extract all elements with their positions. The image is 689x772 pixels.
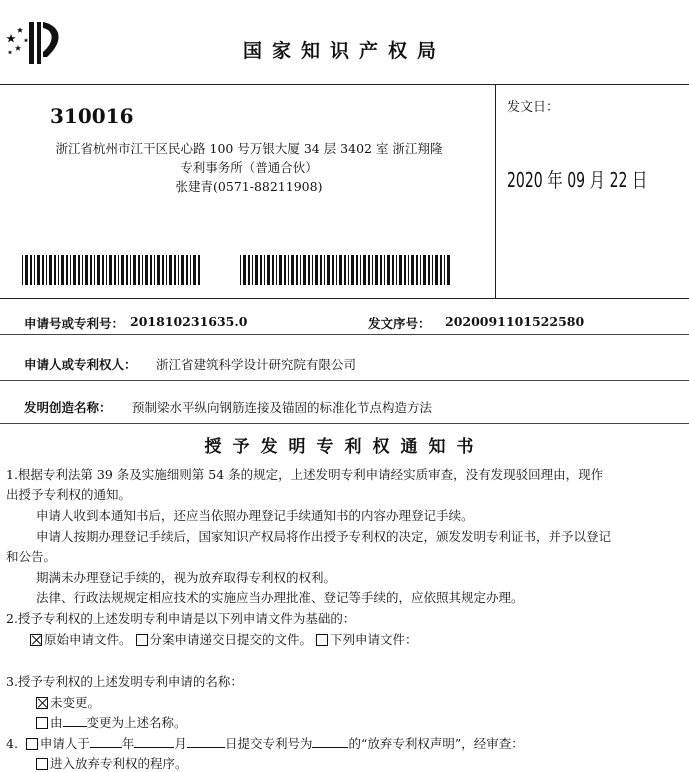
item4-year-label: 年 — [121, 736, 135, 751]
barcode-right — [240, 255, 452, 285]
checkbox-name-changed[interactable] — [36, 717, 48, 729]
para-c: 期满未办理登记手续的，视为放弃取得专利权的权利。 — [36, 570, 337, 585]
checkbox-divisional-docs[interactable] — [136, 634, 148, 646]
blank-year[interactable] — [90, 736, 122, 748]
option-unchanged: 未变更。 — [50, 695, 101, 710]
invention-label: 发明创造名称： — [24, 400, 112, 415]
applicant-label: 申请人或专利权人： — [24, 357, 137, 372]
item4-text-b: 日提交专利号为 — [224, 736, 313, 751]
option-original-docs: 原始申请文件。 — [44, 632, 132, 647]
row-invention — [0, 386, 689, 424]
para-d: 法律、行政法规规定相应技术的实施应当办理批准、登记等手续的，应依照其规定办理。 — [36, 590, 524, 605]
option-changed-to: 变更为上述名称。 — [86, 715, 187, 730]
item3: 3.授予专利权的上述发明专利申请的名称： — [6, 674, 243, 689]
postal-code: 310016 — [50, 104, 134, 128]
item4-number: 4. — [6, 736, 18, 751]
app-no: 201810231635.0 — [130, 314, 248, 329]
box-divider — [495, 84, 496, 299]
checkbox-unchanged[interactable] — [36, 697, 48, 709]
issue-date: 2020 年 09 月 22 日 — [507, 168, 648, 192]
doc-no: 2020091101522580 — [445, 314, 585, 329]
row-applicant — [0, 341, 689, 381]
app-no-label: 申请号或专利号： — [24, 316, 125, 331]
item3-option1 — [36, 693, 100, 711]
item2: 2.授予专利权的上述发明专利申请是以下列申请文件为基础的： — [6, 611, 356, 626]
item4-text-a: 申请人于 — [39, 736, 90, 751]
notice-title: 授予发明专利权通知书 — [204, 437, 485, 457]
item1-line1: 1.根据专利法第 39 条及实施细则第 54 条的规定，上述发明专利申请经实质审查，没有发现驳回理由，现作 — [6, 467, 604, 482]
office-name: 国家知识产权局 — [242, 40, 446, 62]
checkbox-enter-waiver[interactable] — [36, 758, 48, 770]
item3-option2 — [36, 713, 187, 731]
address-line-1: 浙江省杭州市江干区民心路 100 号万银大厦 34 层 3402 室 浙江翔隆 — [55, 141, 443, 156]
item1-line2: 出授予专利权的通知。 — [6, 487, 132, 502]
para-b-line2: 和公告。 — [6, 549, 57, 564]
blank-month[interactable] — [134, 736, 174, 748]
blank-day[interactable] — [187, 736, 225, 748]
item4-text-c: 的“放弃专利权声明”，经审查： — [348, 736, 524, 751]
row-application-number — [0, 299, 689, 335]
option-following-docs: 下列申请文件： — [330, 632, 418, 647]
para-a: 申请人收到本通知书后，还应当依照办理登记手续通知书的内容办理登记手续。 — [36, 508, 474, 523]
blank-patent-no[interactable] — [312, 736, 348, 748]
checkbox-following-docs[interactable] — [316, 634, 328, 646]
issue-date-label: 发文日： — [507, 100, 560, 115]
blank-old-name[interactable] — [63, 715, 87, 727]
item2-options — [30, 630, 418, 648]
checkbox-original-docs[interactable] — [30, 634, 42, 646]
item4 — [6, 734, 524, 752]
doc-no-label: 发文序号： — [368, 316, 431, 331]
applicant: 浙江省建筑科学设计研究院有限公司 — [156, 357, 357, 372]
invention-title: 预制梁水平纵向钢筋连接及锚固的标准化节点构造方法 — [132, 400, 433, 415]
item4-month-label: 月 — [174, 736, 187, 751]
option-divisional-docs: 分案申请递交日提交的文件。 — [149, 632, 313, 647]
para-b-line1: 申请人按期办理登记手续后，国家知识产权局将作出授予专利权的决定，颁发发明专利证书，并予以登记 — [36, 529, 612, 544]
checkbox-waiver[interactable] — [26, 738, 38, 750]
address-line-2: 专利事务所（普通合伙） — [180, 160, 318, 175]
item4-option1 — [36, 754, 188, 772]
barcode-left — [22, 255, 202, 285]
contact-line: 张建青(0571-88211908) — [175, 179, 323, 194]
option-enter-waiver: 进入放弃专利权的程序。 — [50, 756, 188, 771]
option-changed-from: 由 — [50, 715, 63, 730]
